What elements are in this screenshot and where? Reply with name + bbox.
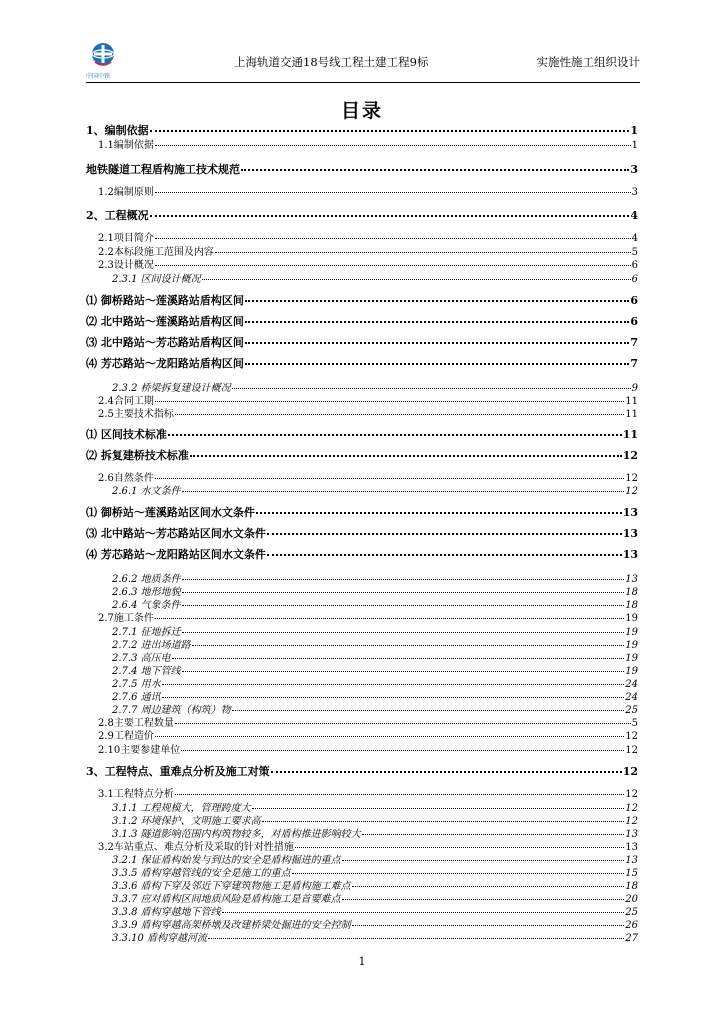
toc-entry-title: 2.3.1 区间设计概况 <box>112 273 201 285</box>
toc-entry-page: 13 <box>625 855 638 866</box>
toc-entry-page: 26 <box>625 920 638 931</box>
toc-dot-leader <box>175 785 624 795</box>
toc-entry[interactable] <box>86 526 638 541</box>
toc-entry-page: 7 <box>630 356 638 370</box>
toc-entry[interactable] <box>86 272 638 285</box>
toc-entry-title: 3.3.8 盾构穿越地下管线 <box>112 907 221 918</box>
toc-dot-leader <box>267 524 622 535</box>
toc-entry-title: 2.6自然条件 <box>98 472 154 484</box>
toc-entry-page: 27 <box>625 933 638 944</box>
toc-title: 目录 <box>340 100 383 122</box>
toc-entry-title: ⑴ 御桥站～莲溪路站区间水文条件 <box>86 506 255 519</box>
toc-entry-title: 2.6.3 地形地貌 <box>112 587 181 598</box>
toc-dot-leader <box>342 851 625 861</box>
toc-entry-page: 13 <box>622 527 638 540</box>
toc-entry-title: 2.7.7 周边建筑（构筑）物 <box>112 704 231 716</box>
toc-dot-leader <box>295 838 624 848</box>
toc-entry-page: 5 <box>631 717 638 729</box>
toc-entry-title: ⑵ 拆复建桥技术标准 <box>86 448 189 462</box>
toc-entry-page: 1 <box>630 124 638 137</box>
toc-dot-leader <box>190 446 622 457</box>
toc-entry-page: 18 <box>625 600 638 611</box>
toc-dot-leader <box>172 649 625 659</box>
toc-entry-page: 12 <box>625 789 638 800</box>
toc-entry-page: 15 <box>625 868 638 879</box>
toc-dot-leader <box>245 312 630 323</box>
toc-entry-page: 6 <box>631 273 638 285</box>
toc-entry-page: 11 <box>622 427 638 441</box>
toc-dot-leader <box>222 903 625 913</box>
toc-entry-title: 2.6.2 地质条件 <box>112 574 181 585</box>
toc-entry-title: 2.7.5 用水 <box>112 678 161 690</box>
toc-dot-leader <box>155 229 631 239</box>
toc-entry-page: 3 <box>630 162 638 176</box>
page-header <box>86 40 640 83</box>
toc-dot-leader <box>182 662 625 672</box>
toc-entry-page: 11 <box>625 395 638 407</box>
toc-entry-title: 1、编制依据 <box>86 124 149 137</box>
toc-entry-page: 6 <box>631 260 638 271</box>
toc-entry-title: 3.3.10 盾构穿越河流 <box>112 933 207 944</box>
toc-entry-page: 19 <box>625 613 638 624</box>
toc-entry-page: 13 <box>622 548 638 561</box>
toc-dot-leader <box>342 890 625 900</box>
footer-page-number: 1 <box>358 955 366 968</box>
toc-entry-title: 2.4合同工期 <box>98 395 154 407</box>
toc-entry[interactable] <box>86 764 638 779</box>
toc-entry-page: 4 <box>631 233 638 244</box>
toc-entry-page: 12 <box>625 815 638 827</box>
toc-entry-page: 19 <box>625 652 638 664</box>
toc-dot-leader <box>182 570 625 580</box>
toc-entry-page: 19 <box>625 665 638 677</box>
toc-dot-leader <box>292 864 625 874</box>
toc-entry-title: 3.1.1 工程规模大，管理跨度大 <box>112 802 251 814</box>
toc-entry-title: 2.3.2 桥梁拆复建设计概况 <box>112 382 231 394</box>
toc-dot-leader <box>175 714 631 724</box>
toc-dot-leader <box>262 812 625 822</box>
toc-entry-title: 地铁隧道工程盾构施工技术规范 <box>86 162 240 176</box>
toc-dot-leader <box>182 623 625 633</box>
toc-dot-leader <box>245 333 630 344</box>
toc-entry-page: 12 <box>625 731 638 742</box>
toc-entry-title: 3、工程特点、重难点分析及施工对策 <box>86 765 270 778</box>
header-project-title: 上海轨道交通18号线工程土建工程9标 <box>234 55 429 69</box>
toc-dot-leader <box>215 243 631 253</box>
toc-entry-page: 19 <box>625 639 638 651</box>
toc-entry[interactable] <box>86 138 638 152</box>
toc-entry-title: 2.7.3 高压电 <box>112 652 171 664</box>
toc-entry-page: 12 <box>625 486 638 497</box>
toc-entry-title: 3.1.3 隧道影响范围内构筑物较多，对盾构推进影响较大 <box>112 828 361 840</box>
toc-dot-leader <box>162 688 625 698</box>
toc-entry-title: ⑶ 北中路站～芳芯路站盾构区间 <box>86 335 244 349</box>
toc-entry-page: 4 <box>630 209 638 222</box>
toc-dot-leader <box>241 160 629 171</box>
toc-entry-title: 1.1编制依据 <box>98 140 154 151</box>
toc-entry-page: 24 <box>625 691 638 703</box>
toc-dot-leader <box>175 405 624 415</box>
toc-entry-title: ⑶ 北中路站～芳芯路站区间水文条件 <box>86 527 266 540</box>
toc-entry[interactable] <box>86 547 638 562</box>
toc-entry-title: 2.7.4 地下管线 <box>112 665 181 677</box>
table-of-contents <box>86 123 638 944</box>
toc-entry[interactable] <box>86 448 638 463</box>
toc-dot-leader <box>252 799 625 809</box>
toc-dot-leader <box>352 916 625 926</box>
toc-dot-leader <box>271 762 622 773</box>
toc-dot-leader <box>155 727 624 737</box>
toc-entry-page: 25 <box>625 704 638 716</box>
toc-dot-leader <box>232 379 631 389</box>
toc-entry-page: 6 <box>630 293 638 307</box>
toc-entry-page: 24 <box>625 678 638 690</box>
toc-entry[interactable] <box>86 162 638 177</box>
toc-dot-leader <box>267 545 622 556</box>
toc-entry-page: 12 <box>622 448 638 462</box>
toc-entry-title: ⑴ 御桥路站～莲溪路站盾构区间 <box>86 293 244 307</box>
toc-entry[interactable] <box>86 407 638 421</box>
toc-entry-title: 2.1项目简介 <box>98 233 154 244</box>
toc-entry[interactable] <box>86 356 638 371</box>
toc-dot-leader <box>155 136 631 146</box>
toc-entry[interactable] <box>86 484 638 497</box>
toc-dot-leader <box>245 354 630 365</box>
toc-dot-leader <box>256 503 622 514</box>
toc-dot-leader <box>168 425 622 436</box>
toc-entry-page: 13 <box>625 841 638 853</box>
toc-entry-page: 12 <box>625 802 638 814</box>
toc-dot-leader <box>232 701 625 711</box>
toc-entry[interactable] <box>86 505 638 520</box>
toc-dot-leader <box>155 609 624 619</box>
toc-entry-title: ⑷ 芳芯路站～龙阳路站区间水文条件 <box>86 548 266 561</box>
toc-entry-page: 3 <box>631 186 638 198</box>
toc-entry-title: ⑴ 区间技术标准 <box>86 427 167 441</box>
toc-dot-leader <box>181 741 624 751</box>
toc-entry-page: 9 <box>631 382 638 394</box>
toc-entry[interactable] <box>86 293 638 308</box>
toc-entry-title: 3.2.1 保证盾构始发与到达的安全是盾构掘进的重点 <box>112 855 341 866</box>
toc-entry-page: 7 <box>630 335 638 349</box>
toc-entry[interactable] <box>86 743 638 757</box>
toc-dot-leader <box>245 291 630 302</box>
toc-entry-page: 18 <box>625 587 638 598</box>
toc-entry-title: 2.10主要参建单位 <box>98 744 181 756</box>
toc-entry-page: 12 <box>622 765 638 778</box>
toc-entry-title: 2.6.1 水文条件 <box>112 486 181 497</box>
toc-entry-title: 2.7.2 进出场道路 <box>112 639 191 651</box>
toc-entry-page: 13 <box>622 506 638 519</box>
toc-entry-title: 1.2编制原则 <box>98 186 154 198</box>
toc-dot-leader <box>362 825 625 835</box>
toc-entry-page: 25 <box>625 907 638 918</box>
toc-entry-title: 3.1.2 环境保护、文明施工要求高 <box>112 815 261 827</box>
toc-entry-title: 2.2本标段施工范围及内容 <box>98 246 214 258</box>
toc-dot-leader <box>208 929 624 939</box>
toc-entry[interactable] <box>86 931 638 944</box>
toc-entry-title: ⑷ 芳芯路站～龙阳路站盾构区间 <box>86 356 244 370</box>
toc-dot-leader <box>182 482 625 492</box>
header-document-type: 实施性施工组织设计 <box>536 55 640 69</box>
toc-entry-page: 12 <box>625 744 638 756</box>
toc-entry-title: 3.2车站重点、难点分析及采取的针对性措施 <box>98 841 294 853</box>
toc-entry-title: 3.3.5 盾构穿越管线的安全是施工的重点 <box>112 868 291 879</box>
logo-text: 中国中铁 <box>86 73 111 80</box>
toc-entry-title: 2.6.4 气象条件 <box>112 600 181 611</box>
toc-dot-leader <box>155 469 624 479</box>
toc-entry-page: 13 <box>625 574 638 585</box>
toc-entry[interactable] <box>86 427 638 442</box>
toc-entry-page: 20 <box>625 894 638 905</box>
toc-dot-leader <box>150 121 630 132</box>
toc-entry[interactable] <box>86 185 638 199</box>
toc-entry-title: 2.3设计概况 <box>98 260 154 271</box>
toc-entry-page: 18 <box>625 881 638 892</box>
toc-entry-page: 19 <box>625 626 638 638</box>
toc-entry-title: 2.5主要技术指标 <box>98 409 174 420</box>
toc-dot-leader <box>162 675 625 685</box>
toc-entry-page: 12 <box>625 472 638 484</box>
toc-dot-leader <box>192 636 625 646</box>
toc-entry-title: 2.9工程造价 <box>98 731 154 742</box>
toc-entry-page: 11 <box>625 409 638 420</box>
toc-entry[interactable] <box>86 208 638 223</box>
toc-entry-title: 3.3.7 应对盾构区间地质风险是盾构施工是首要难点 <box>112 894 341 905</box>
toc-entry-title: 3.3.9 盾构穿越高架桥墩及改建桥梁处掘进的安全控制 <box>112 920 351 931</box>
toc-dot-leader <box>182 583 625 593</box>
toc-dot-leader <box>352 877 625 887</box>
toc-dot-leader <box>155 256 631 266</box>
toc-entry[interactable] <box>86 335 638 350</box>
toc-entry[interactable] <box>86 314 638 329</box>
toc-dot-leader <box>155 183 631 193</box>
toc-dot-leader <box>202 270 631 280</box>
toc-entry-page: 13 <box>625 828 638 840</box>
toc-entry-page: 5 <box>631 246 638 258</box>
toc-entry-title: ⑵ 北中路站～莲溪路站盾构区间 <box>86 314 244 328</box>
toc-dot-leader <box>155 392 624 402</box>
toc-entry-title: 2.8主要工程数量 <box>98 717 174 729</box>
toc-entry-title: 3.1工程特点分析 <box>98 789 174 800</box>
toc-dot-leader <box>150 206 630 217</box>
toc-entry-page: 1 <box>631 140 638 151</box>
toc-entry-page: 6 <box>630 314 638 328</box>
toc-entry-title: 3.3.6 盾构下穿及邻近下穿建筑物施工是盾构施工难点 <box>112 881 351 892</box>
toc-entry-title: 2.7施工条件 <box>98 613 154 624</box>
toc-entry-title: 2.7.6 通讯 <box>112 691 161 703</box>
toc-entry-title: 2.7.1 征地拆迁 <box>112 626 181 638</box>
toc-dot-leader <box>182 596 625 606</box>
toc-entry-title: 2、工程概况 <box>86 209 149 222</box>
